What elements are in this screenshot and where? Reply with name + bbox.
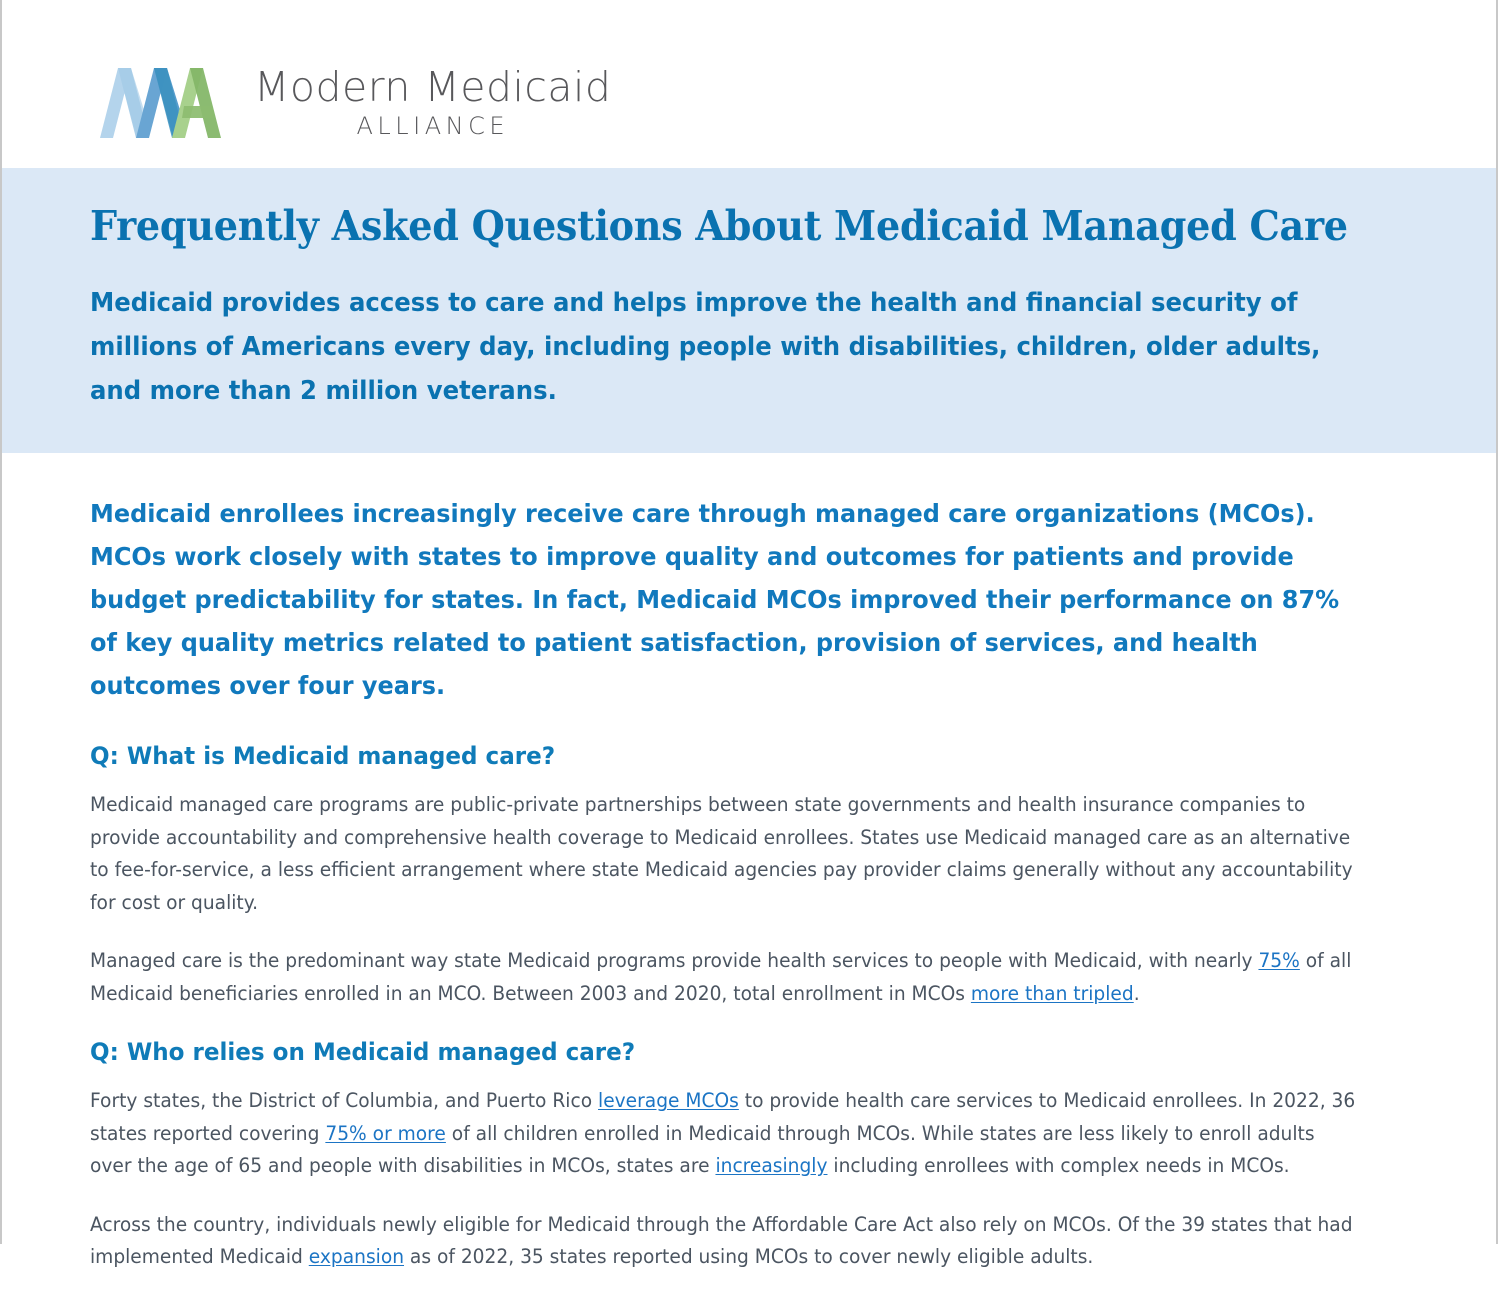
inline-link[interactable]: expansion [308,1245,405,1268]
paragraph-text: as of 2022, 35 states reported using MCOs to cover newly eligible adults. [404,1245,1094,1268]
faq-item [90,1036,1415,1274]
hero-banner [2,168,1496,453]
inline-link[interactable]: more than tripled [970,981,1134,1005]
faq-answer-paragraph [90,789,1355,919]
paragraph-text: of all children enrolled in Medicaid through MCOs. While states are less likely to enroll adults over the age of 65 and people with disabilities in MCOs, states are [90,1121,1315,1177]
paragraph-text: including enrollees with complex needs in MCOs. [827,1154,1290,1177]
page-subtitle: Medicaid provides access to care and helps improve the health and financial security of millions of Americans every day, including people with disabilities, children, older adults, and more than 2 million veterans. [90,288,1321,406]
paragraph-text: Managed care is the predominant way state Medicaid programs provide health services to people with Medicaid, with nearly [90,949,1259,972]
main-content [90,492,1415,1300]
paragraph-text: of all Medicaid beneficiaries enrolled in an MCO. Between 2003 and 2020, total enrollment in MCOs [90,949,1352,1005]
paragraph-text: to provide health care services to Medicaid enrollees. In 2022, 36 states reported covering [90,1089,1356,1145]
inline-link[interactable]: leverage MCOs [598,1089,739,1112]
faq-answer-paragraph [90,1209,1355,1274]
faq-answer-paragraph [90,945,1355,1010]
intro-paragraph: Medicaid enrollees increasingly receive care through managed care organizations (MCOs). MCOs work closely with states to improve quality and outcomes for patients and provide budget predictability for states. In fact, Medicaid MCOs improved their performance on 87% of key quality metrics related to patient satisfaction, provision of services, and health outcomes over four years. [90,499,1340,700]
modern-medicaid-alliance-logo-icon [100,62,222,142]
paragraph-text: . [1133,981,1140,1005]
paragraph-text: Forty states, the District of Columbia, and Puerto Rico [90,1089,599,1112]
paragraph-text: Medicaid managed care programs are public-private partnerships between state governments and health insurance companies to provide accountability and comprehensive health coverage to Medicaid enrollees. States use Medicaid managed care as an alternative to fee-for-service, a less efficient arrangement where state Medicaid agencies pay provider claims generally without any accountability for cost or quality. [90,793,1353,914]
faq-item [90,740,1415,1010]
faq-list [90,740,1415,1274]
faq-question-heading: Q: Who relies on Medicaid managed care? [90,1038,636,1066]
faq-question-heading: Q: What is Medicaid managed care? [90,742,556,770]
faq-answer-paragraph [90,1085,1355,1183]
page-header [2,0,1496,168]
inline-link[interactable]: 75% or more [325,1121,446,1145]
brand-tagline: ALLIANCE [356,111,509,140]
inline-link[interactable]: 75% [1258,949,1300,972]
page-title: Frequently Asked Questions About Medicaid Managed Care [90,202,1348,250]
paragraph-text: Across the country, individuals newly eligible for Medicaid through the Affordable Care Act also rely on MCOs. Of the 39 states that had implemented Medicaid [90,1212,1353,1268]
brand-logo [100,62,611,142]
inline-link[interactable]: increasingly [715,1154,828,1177]
brand-name: Modern Medicaid [254,62,612,111]
brand-wordmark [254,62,612,140]
